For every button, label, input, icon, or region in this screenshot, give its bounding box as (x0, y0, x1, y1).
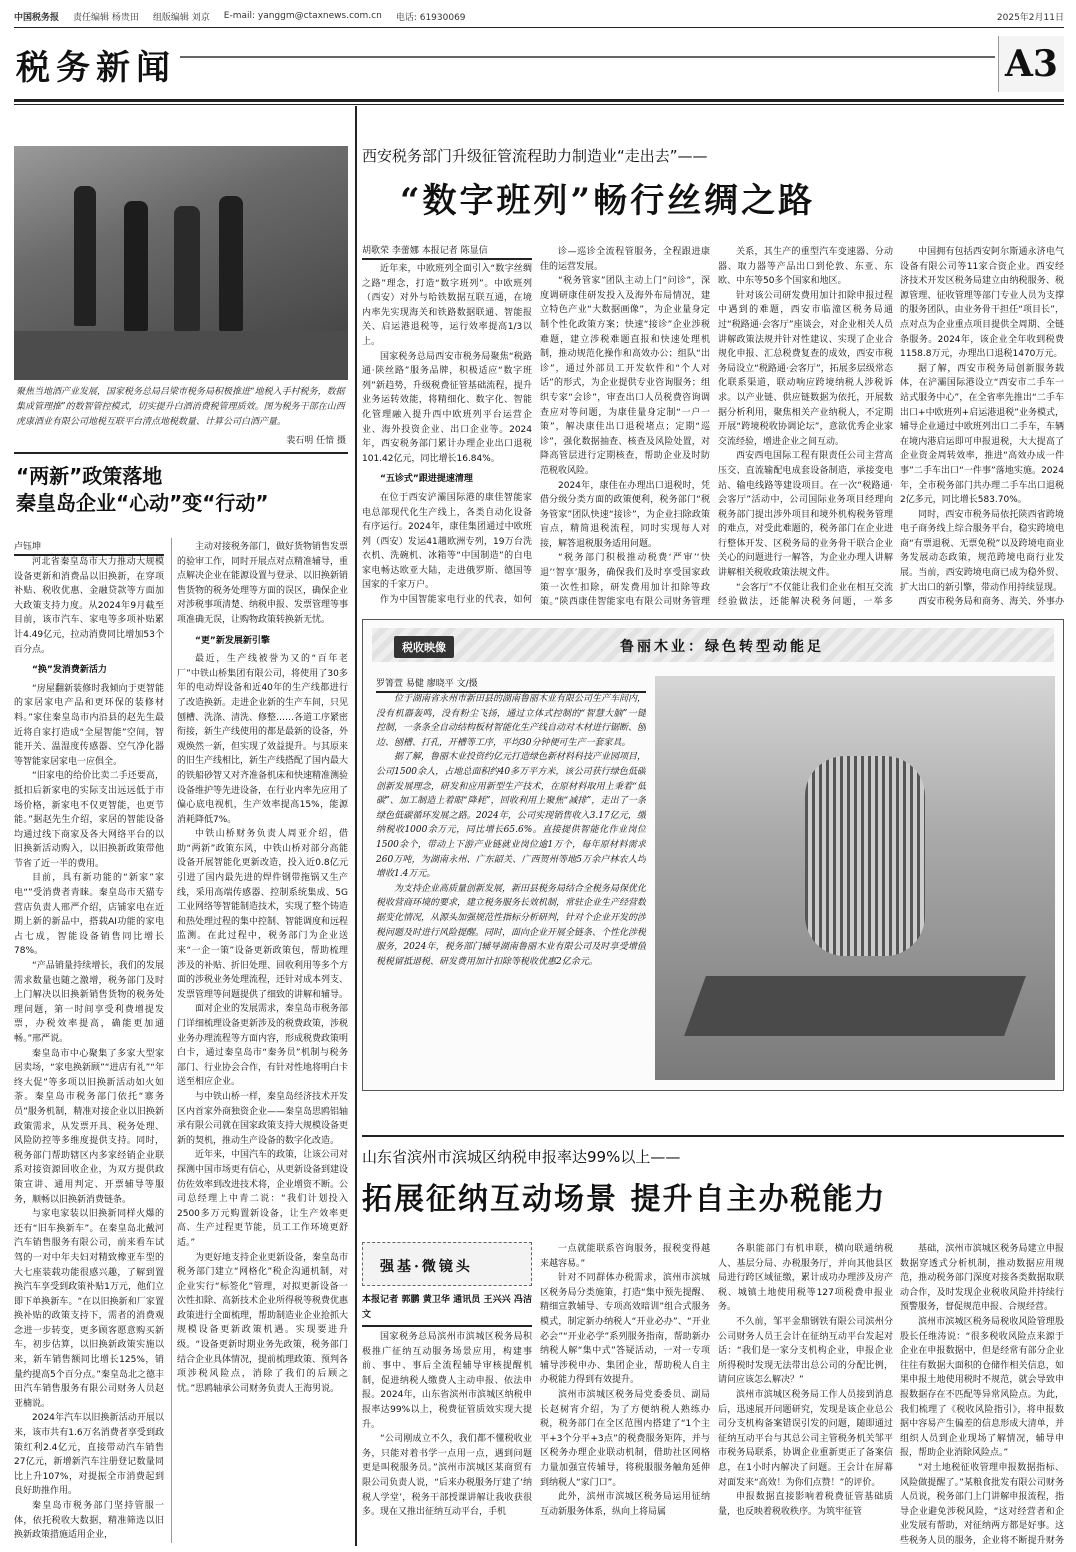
para: 为支持企业高质量创新发展，新田县税务局结合全税务局保优化税收营商环境的要求，建立税务服务长效机制，常驻企业生产经营数据变化情况，从源头加强规范性指标分析研判，针对个企业开发的涉税问题及时进行风险提醒。同时，面向企业开展全链条、个性化涉税服务，2024年，税务部门辅导湖南鲁丽木业有限公司及时享受增值税税留抵退税、研发费用加计扣除等税收优惠2亿余元。 (376, 883, 646, 967)
para: 2024年汽车以旧换新活动开展以来，该市共有1.6万名消费者享受到政策红利2.4亿元，直接带动汽车销售27亿元，新增新汽车注册登记数量同比上升107%，对提振全市消费起到良好助推作用。 (14, 1413, 164, 1497)
para: 申报数据直接影响着税费征管基础质量，也反映着税收秩序。为筑牢征管 (718, 1492, 893, 1517)
column-label: 强基·微镜头 (380, 1259, 473, 1275)
para: 主动对接税务部门，做好货物销售发票的验审工作，同时开展点对点精准辅导，重点解决企业在能源设置与登录、以旧换新销售货物的税务处理等方面的误区，确保企业对涉税事项清楚、纳税申报、发票管理等事项准确无误，让购物政策转换新无忧。 (177, 542, 348, 625)
phone: 电话: 61930069 (395, 12, 466, 23)
subhead: “换”发消费新活力 (32, 665, 107, 676)
para: 作为中国智能家电行业的代表，如何 (380, 595, 532, 606)
para: 基础，滨州市滨城区税务局建立申报数据穿透式分析机制，推动数据应用规范，推动税务部门深度对接各类数据取联动合作，及时发现企业税收风险并持续行预警服务，督促规范申报、合规经营。 (900, 1244, 1064, 1313)
para: 中铁山桥财务负责人周亚介绍，借助“两新”政策东风，中铁山桥对部分高能设备开展智能化更新改造，投入近0.8亿元引进了国内最先进的焊件钢带拖锅又生产线，采用高端传感器、控制系统集成、5G工业网络等智能制造技术，实现了整个铸造和热处理过程的集中控制、智能调度和远程监测。在此过程中，税务部门为企业送来“一企一策”设备更新政策包，帮助梳理涉及的补贴、折旧处理、回收利用等多个方面的涉税业务处理流程，还针对成本列支、发票管理等问题提供了细致的讲解和辅导。 (177, 829, 348, 1000)
photo-credit: 裴石明 任愔 摄 (286, 436, 346, 446)
para: 一点就能联系咨询服务，报税变得越来越容易。” (540, 1244, 710, 1269)
para: 据了解，西安市税务局创新服务载体，在浐灞国际港设立“西安市二手车一站式服务中心”，在全省率先推出“二手车出口+中欧班列+启运港退税”业务模式，辅导企业通过中欧班列出口二手车，车辆在境内港启运即可申报退税，大大提高了企业资金周转效率，推进“高效办成一件事”二手车出口“一件事”落地实施。2024年，全市税务部门共办理二手车出口退税2亿多元，同比增长583.70%。 (900, 363, 1064, 506)
machine-rollers (805, 756, 925, 956)
feature-title: 鲁丽木业：绿色转型动能足 (620, 639, 824, 655)
photo-caption: 聚焦当地酒产业发展，国家税务总局吕梁市税务局积极推进“地税入手村税务，数据集成管理推”的数智管控模式，切实提升白酒消费税管理质效。图为税务干部在山西虎康酒业有限公司地税互联平台清点地税数量、计算公司白酒产量。 (16, 387, 345, 427)
para: 不久前，邹平金鼎钢铁有限公司滨州分公司财务人员王会计在征纳互动平台发起对话：“我们是一家分支机构企业，申报企业所得税时发现无法带出总公司的分配比例，请问应该怎么解决？” (718, 1316, 893, 1386)
para: 位于湖南省永州市新田县的湖南鲁丽木业有限公司生产车间内，没有机器轰鸣，没有粉尘飞扬，通过立体式控制的“智慧大脑”一键控制，一条条全自动结构板材智能化生产线自动对木材进行锯断、刨边、刨槽、打孔，开槽等工序，平均30分钟便可生产一套家具。 (376, 694, 646, 748)
page-number: A3 (998, 36, 1064, 92)
binzhou-body-col3 (718, 1242, 893, 1545)
editor: 责任编辑 杨贵田 (73, 12, 139, 23)
para: 与家电家装以旧换新同样火爆的还有“旧车换新车”。在秦皇岛北戴河汽车销售服务有限公司，前来看车试驾的一对中年夫妇对精致橡亚车型的大七座装载功能很感兴趣，了解到置换汽车享受到政策补贴1万元，他们立即下单换新车。“在以旧换新和厂家置换补贴的政策支持下，需者的消费观念进一步转变，更多顾客愿意购买新车，初步估算，以旧换新政策实施以来，新车销售额同比增长125%，销量约提高5个百分点。”秦皇岛北之德丰田汽车销售服务有限公司财务人员赵亚楠说。 (14, 1209, 164, 1409)
para: “税务管家”团队主动上门“问诊”，深度调研康佳研发投入及海外布局情况，建立特色产业“大数据画像”，为企业量身定制个性化政策方案；快速“接诊”企业涉税难题，建立涉税难题直报和快速处理机制，推动规范化操作和高效办公；组队“出诊”，通过外部员工开发软件和“个人对话”的形式，为企业提供专业咨询服务；组织专家“会诊”，审查出口人员税费咨询调查应对等问题，为康佳量身定制“一户一策”，解决康佳出口退税堵点；定期“巡诊”，强化数据抽查、核查及风险处置，对降高管层进行定期核查，帮助企业及时防范税收风险。 (540, 276, 710, 476)
xian-body-col2 (540, 245, 710, 607)
para: 与中铁山桥一样，秦皇岛经济技术开发区内首家外商独资企业——秦皇岛思鸥铝轴承有限公司就在国家政策支持大规模设备更新的契机，推动生产设备的数字化改造。 (177, 1091, 348, 1146)
para: 在位于西安浐灞国际港的康佳智能家电总部现代化生产线上，各类自动化设备有序运行。2024年，康佳集团通过中欧班列（西安）发运41趟欧洲专列，19万台洗衣机、洗碗机、冰箱等“中国制造”的白电家电畅达欧亚大陆，走进俄罗斯、德国等国家的千家万户。 (362, 492, 532, 591)
para: “对土地税征收管理申报数据指标、风险做提醒了。”某粮食批发有限公司财务人员说，税务部门上门讲解申报流程，指导企业避免涉税风险，“这对经营者和企业发展有帮助，对征纳两方都是好事。这些税务人员的服务，企业将不断提升财务 (900, 1462, 1064, 1545)
para: 西安市税务局和商务、海关、外事办 (918, 597, 1064, 607)
para: 秦皇岛市税务部门坚持管服一体，依托税收大数据，精准筛选以旧换新政策措施适用企业， (14, 1501, 164, 1541)
para: 诊—巡诊全流程管服务，全程跟进康佳的运营发展。 (540, 247, 710, 272)
para: “产品销量持续增长，我们的发展需求数量也随之激增，税务部门及时上门解决以旧换新销售货物的税务处理问题，第一时间享受利费增提发票，办税效率提高，确能更加通畅。”邢严说。 (14, 961, 164, 1044)
para: 同时，西安市税务局依托陕西省跨境电子商务线上综合服务平台，稳实跨境电商“有票退税、无票免税”以及跨境电商业务发展动态政策，规范跨境电商行业发展。当前，西安跨境电商已成为稳外贸、扩大出口的新引擎，带动作用持续显现。 (900, 509, 1064, 593)
feature-byline: 罗箐萱 易健 廖晓平 文/摄 (376, 676, 646, 693)
para: 目前，具有新功能的“新家”家电“”受消费者青睐。秦皇岛市天猫专营店负责人邢严介绍，店铺家电在近期上新的新品中，搭载AI功能的家电占七成，智能设备销售同比增长78%。 (14, 873, 164, 957)
para: 国家税务总局西安市税务局聚焦“税路通·陕丝路”服务品牌，积极适应“数字班列”新趋势，升级税费征管基础流程，提升业务运转效能，将精细化、数字化、智能化管理融入提升西中欧班列平台运营企业、海外投资企业、出口企业等。2024年，西安税务部门累计办理企业出口退税101.42亿元，同比增长16.84%。 (362, 351, 532, 464)
floor (14, 331, 348, 380)
person-figure (174, 206, 200, 331)
para: 此外，滨州市滨城区税务局运用征纳互动新服务体系，纵向上将局属 (540, 1492, 710, 1517)
issue-date: 2025年2月11日 (996, 12, 1064, 23)
para: “房屋翻新装修时我倾向于更智能的家居家电产品和更环保的装修材料。”家住秦皇岛市内沿县的赵先生最近将自家打造成“全屋智能”空间，智能开关、温湿度传感器、空气净化器等智能家居家电一应俱全。 (14, 683, 164, 767)
para: 国家税务总局滨州市滨城区税务局积极推广征纳互动服务场景应用，构建事前、事中、事后全流程辅导审核提醒机制，促进纳税人缴费人主动申报、依法申报。2024年，山东省滨州市滨城区纳税申报率达99%以上，税费征管质效实现大提升。 (362, 1332, 532, 1430)
para: 近年来，中国汽车的政策，让该公司对探测中国市场更有信心，从更新设备到建设仿佐效率到改进技术将，企业增资不断。公司总经理上中青二说：“我们计划投入2500多万元购置新设备，让生产效率更高、生产过程更节能，员工工作环境更舒适。” (177, 1150, 348, 1248)
para: 中国拥有包括西安阿尔斯通永济电气设备有限公司等11家合资企业。西安经济技术开发区税务局建立由纳税服务、税源管理、征收管理等部门专业人员为支撑的服务团队，由业务骨干担任“项目长”，点对点为企业重点项目提供全周期、全链条服务。2024年，该企业全年收到税费1158.8万元，办理出口退税1470万元。 (900, 247, 1064, 360)
xian-kicker: 西安税务部门升级征管流程助力制造业“走出去”—— (362, 147, 708, 165)
feature-body (376, 692, 646, 1082)
qhd-body-col1 (14, 555, 164, 1545)
feature-badge: 税收映像 (394, 636, 454, 658)
para: 面对企业的发展需求，秦皇岛市税务部门详细梳理设备更新涉及的税费政策，涉税业务办理流程等方面内容，形成税费政策明白卡，通过秦皇岛市“秦务员”机制与税务部门、行业协会合作，有针对性地将明白卡送至相应企业。 (177, 1004, 348, 1088)
para: 据了解，鲁丽木业投资约亿元打造绿色新材料科技产业园项目，公司1500余人，占地总面积约40多万平方米，该公司获行绿色低碳创新发展理念，研发和应用新型生产技术，在原材料取用上秉着“低碳”、加工制造上着眼“降耗”，回收利用上聚焦“减排”，走出了一条绿色低碳循环发展之路。2024年，公司实现销售收入3.17亿元，缴纳税收1000余万元，同比增长65.6%。直接提供智能化作业岗位1500余个，带动上下游产业链就业岗位逾1万个，每年原材料需求260万吨，为湖南永州、广东韶关、广西贺州等地5万余户林农人均增收1.4万元。 (376, 752, 646, 880)
para: 秦皇岛市中心聚集了多家大型家居卖场，“家电换新顾”“进店有礼”“年终大促”等多项以旧换新活动如火如荼。秦皇岛市税务部门依托“寨务员”服务机制，精准对接企业以旧换新政策需求，从发票开具、税务处理、风险防控等多维度提供支持。同时，税务部门帮助辖区内多家经销企业联系对接资源回收企业，为双方提供政策宣讲、通用判定、开票辅导等服务，顺畅以旧换新消费链条。 (14, 1048, 164, 1205)
person-figure (219, 196, 243, 331)
qhd-headline-1: “两新”政策落地 (16, 464, 163, 488)
para: 滨州市滨城区税务局工作人员接到消息后，迅速展开问题研究，发现是该企业总公司分支机构备案错误引发的问题，随即通过征纳互动平台与其总公司主管税务机关邹平市税务局联系，协调企业重新更正了备案信息，在1小时内解决了问题。王会计在屏幕对面发来“高效！为你们点赞！”的评价。 (718, 1389, 893, 1488)
para: 河北省秦皇岛市大力推动大规模设备更新和消费品以旧换新，在穿项补贴、税收优惠、金融贷款等方面加大政策支持力度。从2024年9月截至目前，该市汽车、家电等多项补贴累计4.49亿元，拉动消费同比增加53个百分点。 (14, 557, 164, 655)
news-photo-liquor-plant (14, 146, 348, 380)
xian-body-col1 (362, 262, 532, 607)
person-figure (124, 201, 148, 331)
para: 近年来，中欧班列全面引入“数字丝绸之路”理念，打造“数字班列”。中欧班列（西安）对外与哈铁数据互联互通，在境内率先实现海关和铁路数据联通、智能报关、启运港退税等，运行效率提高1/3以上。 (362, 264, 532, 347)
layout-editor: 组版编辑 刘京 (152, 12, 210, 23)
binzhou-headline: 拓展征纳互动场景 提升自主办税能力 (362, 1182, 887, 1217)
masthead-bar (14, 6, 1064, 26)
section-title: 税务新闻 (16, 48, 176, 88)
qhd-headline-2: 秦皇岛企业“心动”变“行动” (16, 491, 269, 515)
conveyor (684, 976, 1026, 1036)
para: 2024年，康佳在办理出口退税时，凭借分级分类方面的政策便利，税务部门“税务管家”团队快速“接诊”，为企业扫除政策盲点，精简退税流程，同时实现每人对接，解答退税服务适用问题。 (540, 480, 710, 549)
binzhou-body-col1 (362, 1330, 532, 1545)
subhead: “五诊式”跟进提速清理 (380, 474, 473, 485)
para: 为更好地支持企业更新设备，秦皇岛市税务部门建立“网格化”税企沟通机制，对企业实行“标签化”管理，对拟更新设备一次性扣除、高新技术企业所得税等税费优惠政策进行全面梳理，帮助制造业企业抢抓大规模设备更新政策机遇。实现要进升级。“设备更新时期业务先政策，税务部门结合企业具体情况，提前梳理政策、预判各项涉税风险点，消除了我们的后顾之忧。”思鸥轴承公司财务负责人王海男说。 (177, 1252, 348, 1394)
binzhou-kicker: 山东省滨州市滨城区纳税申报率达99%以上—— (362, 1148, 681, 1166)
para: 滨州市滨城区税务局税收风险管理股股长任维涛说：“很多税收风险点来源于企业在申报数据中，但是经常有部分企业往往有数据大面积的仓储作相关信息，如果申报土地使用税时不规范，就会导致申报数据存在不匹配等异常风险点。为此，我们梳理了《税收风险指引》，将申报数据中容易产生偏差的信息形成大清单，并组织人员到企业现场了解情况，辅导申报，帮助企业消除风险点。” (900, 1316, 1064, 1459)
paper-name: 中国税务报 (14, 12, 60, 23)
qhd-byline: 卢钰坤 (14, 539, 164, 556)
para: “税务部门积极推动税费‘严审’‘快退’‘智享’服务，确保我们及时享受国家政策一次性扣除，研发费用加计扣除等政策。”陕西康佳智能家电有限公司财务管理 (540, 553, 710, 607)
binzhou-body-col2 (540, 1242, 710, 1545)
para: 关系，其生产的重型汽车变速器、分动器、取力器等产品出口到伦敦、东亚、东欧、中东等50多个国家和地区。 (718, 247, 893, 287)
qhd-body-col2 (177, 540, 348, 1545)
email: E-mail: yanggm@ctaxnews.com.cn (223, 11, 382, 21)
para: “旧家电的给价比卖二手还要高，抵扣后新家电的实际支出远远低于市场价格，新家电不仅更智能，也更节能。”据赵先生介绍，家居的智能设备均通过线下商家及各大网络平台的以旧换新活动购入，以旧换新政策带他节省了近一半的费用。 (14, 771, 164, 869)
para: 西安西电国际工程有限责任公司主营高压交、直流输配电成套设备制造，承接变电站、输电线路等建设项目。在一次“税路通·会客厅”活动中，公司国际业务项目经理向税务部门提出涉外项目和境外机构税务管理的难点，对受此难题的，税务部门在企业进行整体开发、区税务局的业务骨干联合企业关心的问题进行一解答，为企业办理人讲解讲解相关税收政策法规文件。 (718, 451, 893, 579)
xian-body-col3 (718, 245, 893, 607)
para: “会客厅”不仅能让我们企业在相互交流经验做法，还能解决税务问题，一举多 (718, 582, 893, 607)
para: 最近，生产线被誉为又的“百年老厂”中铁山桥集团有限公司，将使用了30多年的电动焊设备和近40年的生产线都进行了改造换新。走进企业新的生产车间，只见刨槽、洗涤、清洗、修整……各道工序紧密衔接，新生产线使用的都是最新的设备，外观焕然一新，但实现了效益提升。与其原来的旧生产线相比，新生产线搭配了国内最大的铁船砂智又对齐准备机床和快速精准测验设备维护等先进设备，在行业内率先应用了偏心底电视机，生产效率提高15%，能源消耗降低7%。 (177, 654, 348, 825)
para: 滨州市滨城区税务局党委委员、副局长赵树宵介绍，为了方便纳税人熟练办税，税务部门在全区范围内搭建了“1个主平+3个分平+3点”的税费服务矩阵，并与区税务办理企业联动机制，借助社区网格力量加强宣传辅导，将税服服务触角延伸到纳税人“家门口”。 (540, 1389, 710, 1488)
person-figure (74, 186, 96, 326)
xian-byline: 胡歌荣 李蕾娜 本报记者 陈显信 (362, 243, 532, 260)
feature-photo-factory (655, 676, 1055, 1080)
xian-headline: “数字班列”畅行丝绸之路 (400, 181, 816, 221)
xian-body-col4 (900, 245, 1064, 607)
para: 各职能部门有机串联，横向联通纳税人、基层分局、办税服务厅，并向其他县区局进行跨区域征缴，累计成功办理涉及房产税、城镇土地使用税等127项税费申报业务。 (718, 1244, 893, 1313)
para: 针对不同群体办税需求，滨州市滨城区税务局分类施策，打造“集中预先提醒、精细宣教辅导、专项高效暗训”组合式服务模式，制定新办纳税人“开业必办”、“开业必会”“开业必学”系列服务指南，帮助新办纳税人解“集中式”答疑活动，一对一专项辅导涉税申办、集团企业，帮助税人自主办税能力得到有效提升。 (540, 1273, 710, 1386)
para: 针对该公司研发费用加计扣除申报过程中遇到的难题，西安市临潼区税务局通过“税路通·会客厅”座谈会，对企业相关人员讲解政策法规并针对性建议、实现了企业合规化申报、汇总税费复查的成效，西安市税务局设立“税路通·会客厅”，拓展多层级常态化联系渠道，联动响应跨境纳税人涉税诉求。以产业链、供应链数据为依托，开展数据分析利用，聚焦相关产业纳税人，不定期开展“跨境税收协调论坛”，意欲优秀企业家交流经验，增进企业之间互动。 (718, 290, 893, 447)
binzhou-body-col4 (900, 1242, 1064, 1545)
binzhou-byline: 本报记者 郭鹏 黄卫华 通讯员 王兴兴 冯洁文 (362, 1295, 532, 1320)
para: “公司刚成立不久，我们都不懂税收业务，只能对着书学一点用一点，遇到问题更是叫税服务员。”滨州市滨城区某商贸有限公司负责人说，“后来办税服务厅建了‘纳税人学堂’，税务干部授课讲解让我收获很多。现在又推出征纳互动平台，手机 (362, 1434, 532, 1518)
subhead: “更”新发展新引擎 (195, 635, 270, 646)
